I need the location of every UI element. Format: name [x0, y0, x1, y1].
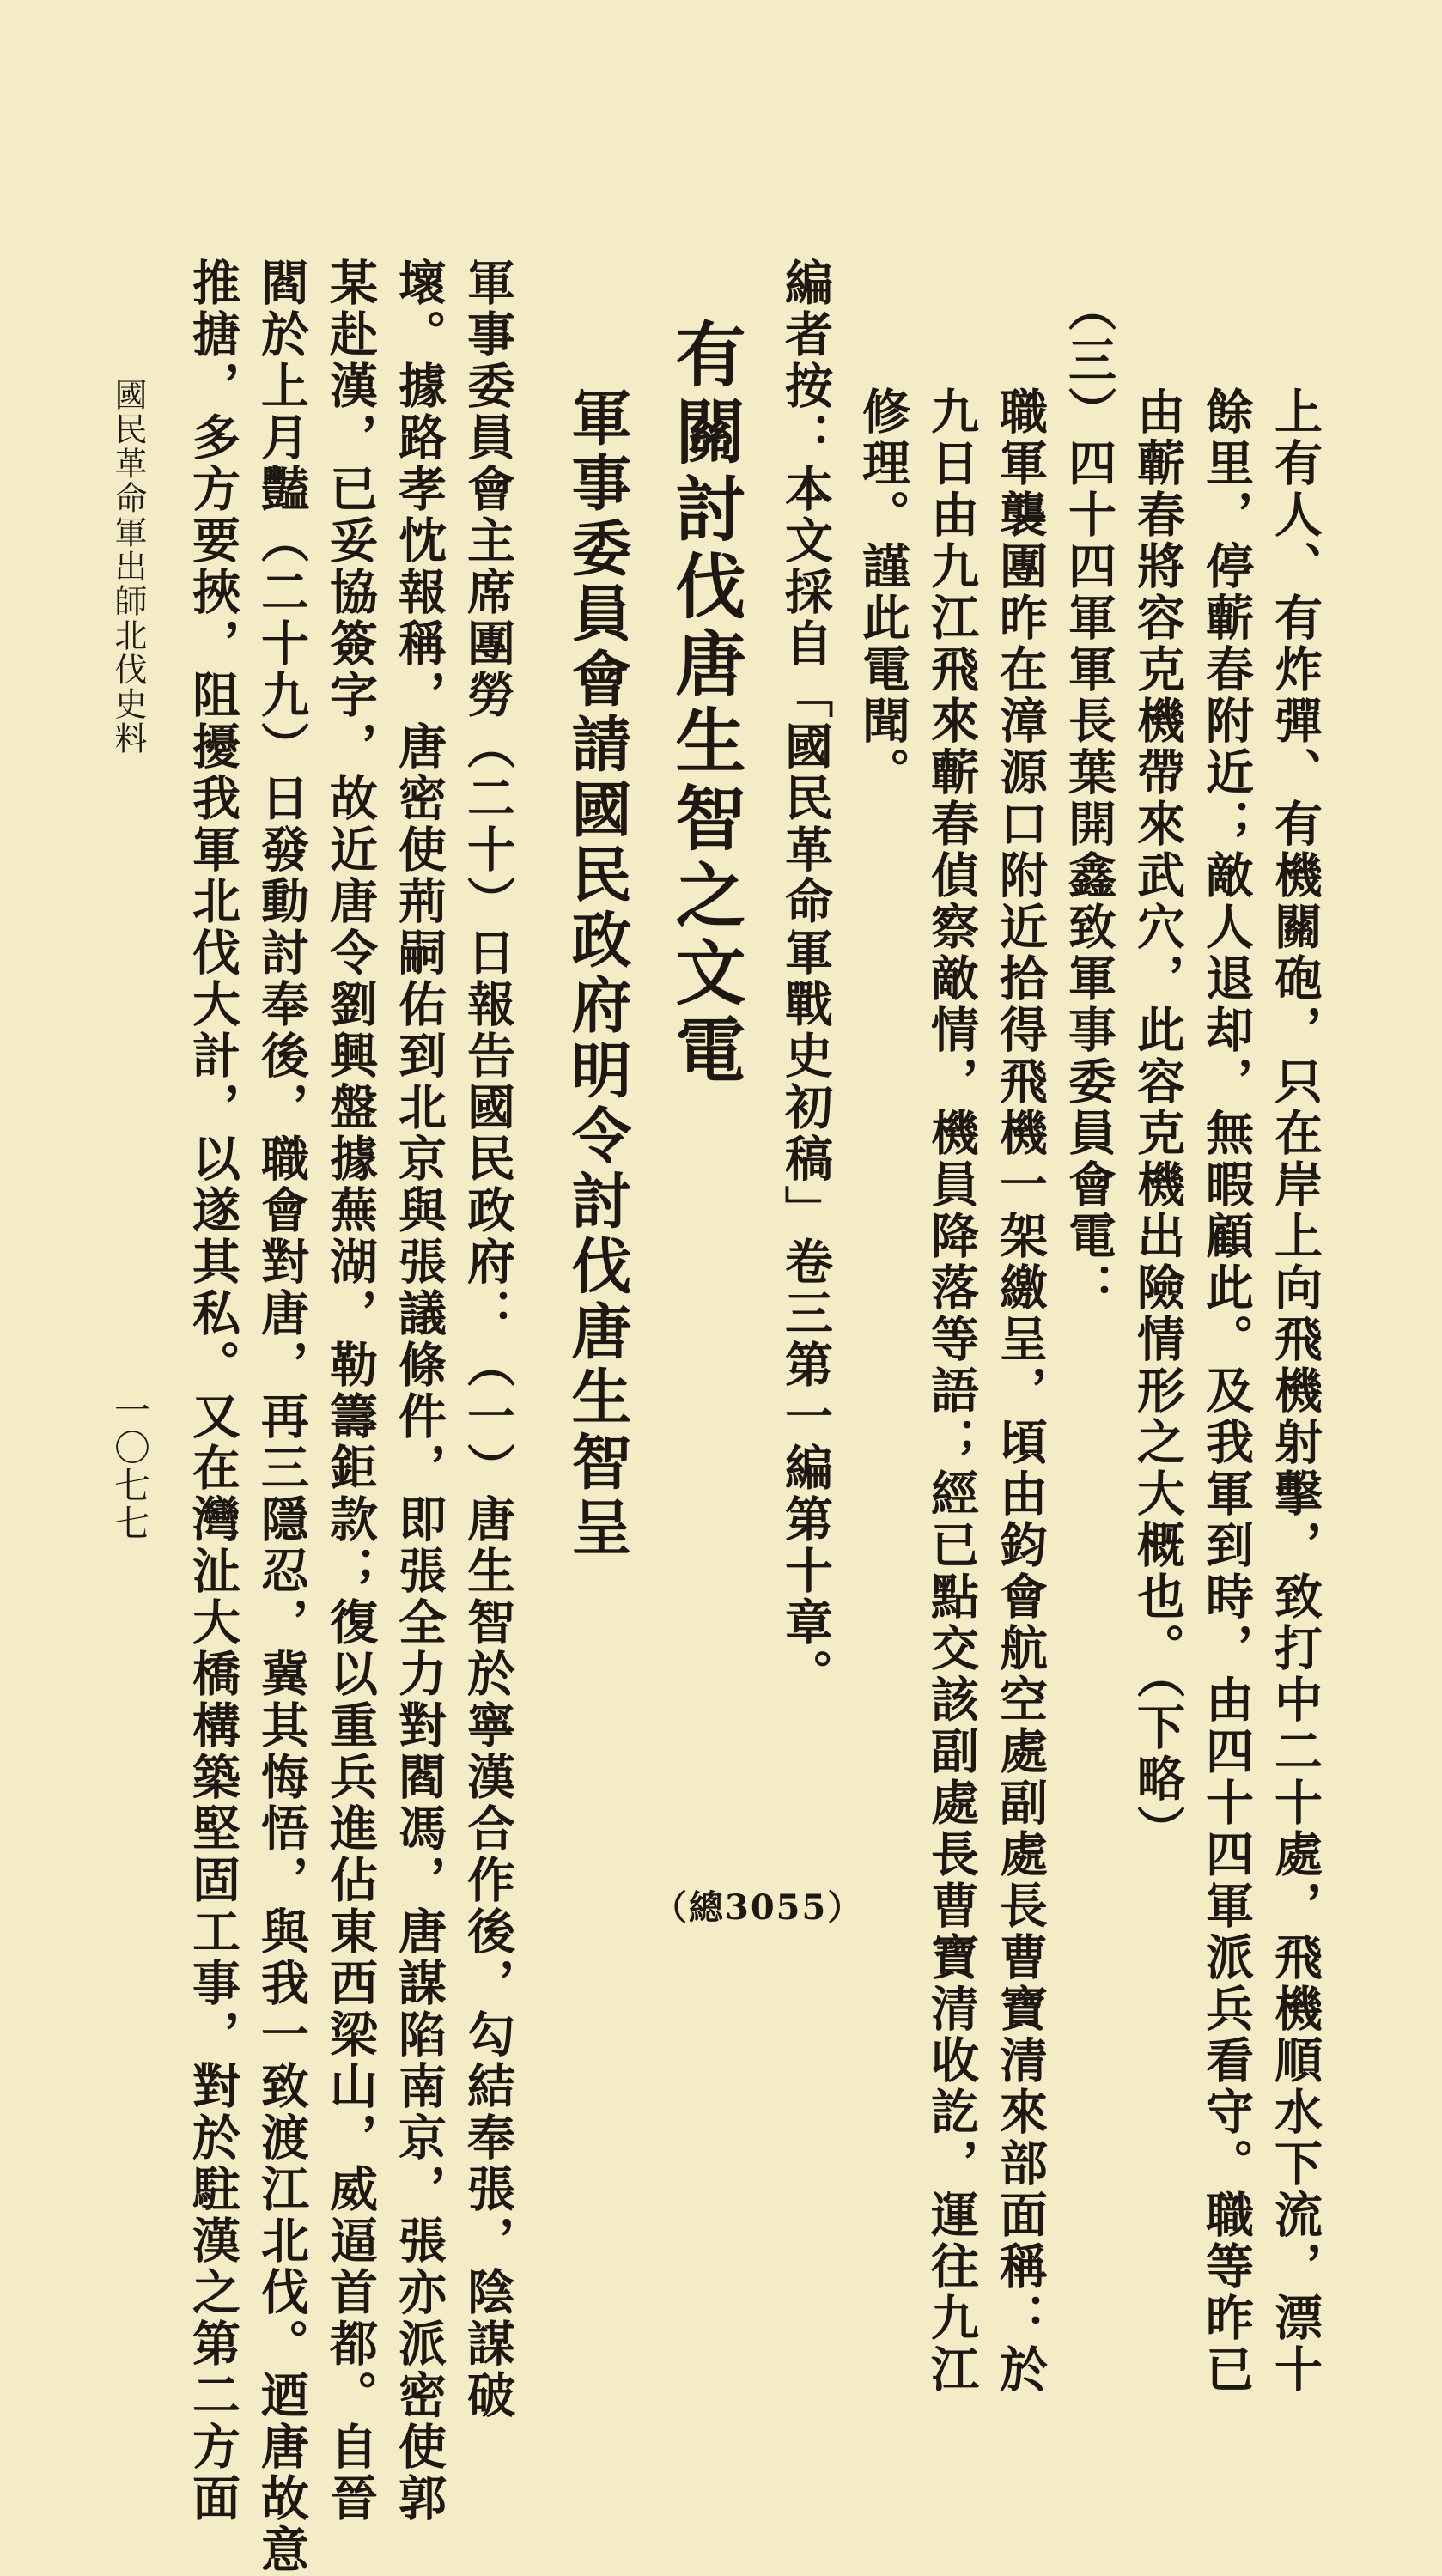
- text-column-2: 餘里，停蘄春附近；敵人退却，無暇顧此。及我軍到時，由四十四軍派兵看守。職等昨已: [1198, 386, 1255, 2396]
- book-title-footer: 國民革命軍出師北伐史料: [109, 378, 147, 756]
- body-column-1: 軍事委員會主席團勞（二十）日報告國民政府：（一）唐生智於寧漢合作後，勾結奉張，陰謀破: [459, 258, 516, 2421]
- text-column-3: 由蘄春將容克機帶來武穴，此容克機出險情形之大概也。（下略）: [1129, 386, 1186, 1856]
- editor-note: 編者按：本文採自「國民革命軍戰史初稿」卷三第一編第十章。: [777, 258, 834, 1700]
- body-column-3: 某赴漢，已妥協簽字，故近唐令劉興盤據蕪湖，勒籌鉅款；復以重兵進佔東西梁山，威逼首都。自晉: [322, 258, 379, 2524]
- body-column-4: 閻於上月豔（二十九）日發動討奉後，職會對唐，再三隱忍，冀其悔悟，與我一致渡江北伐。迺唐故意: [253, 258, 310, 2576]
- document-subtitle: 軍事委員會請國民政府明令討伐唐生智呈: [562, 386, 633, 1561]
- body-column-2: 壞。據路孝忱報稱，唐密使荊嗣佑到北京與張議條件，即張全力對閻馮，唐謀陷南京，張亦派密使郭: [391, 258, 447, 2524]
- text-column-1: 上有人、有炸彈、有機關砲，只在岸上向飛機射擊，致打中二十處，飛機順水下流，漂十: [1267, 386, 1323, 2396]
- section-heading: （三）四十四軍軍長葉開鑫致軍事委員會電：: [1061, 283, 1117, 1314]
- text-column-7: 修理。謹此電聞。: [855, 386, 911, 799]
- page-number: 一〇七七: [109, 1391, 151, 1542]
- text-column-6: 九日由九江飛來蘄春偵察敵情，機員降落等語；經已點交該副處長曹寶清收訖，運往九江: [923, 386, 980, 2396]
- body-column-5: 推搪，多方要挾，阻擾我軍北伐大計，以遂其私。又在灣沚大橋構築堅固工事，對於駐漢之第二方面: [185, 258, 241, 2524]
- text-column-5: 職軍襲團昨在漳源口附近拾得飛機一架繳呈，頃由鈞會航空處副處長曹寶清來部面稱：於: [992, 386, 1049, 2396]
- page-title: 有關討伐唐生智之文電: [664, 318, 746, 1091]
- total-page-number: （總3055）: [653, 1887, 864, 1928]
